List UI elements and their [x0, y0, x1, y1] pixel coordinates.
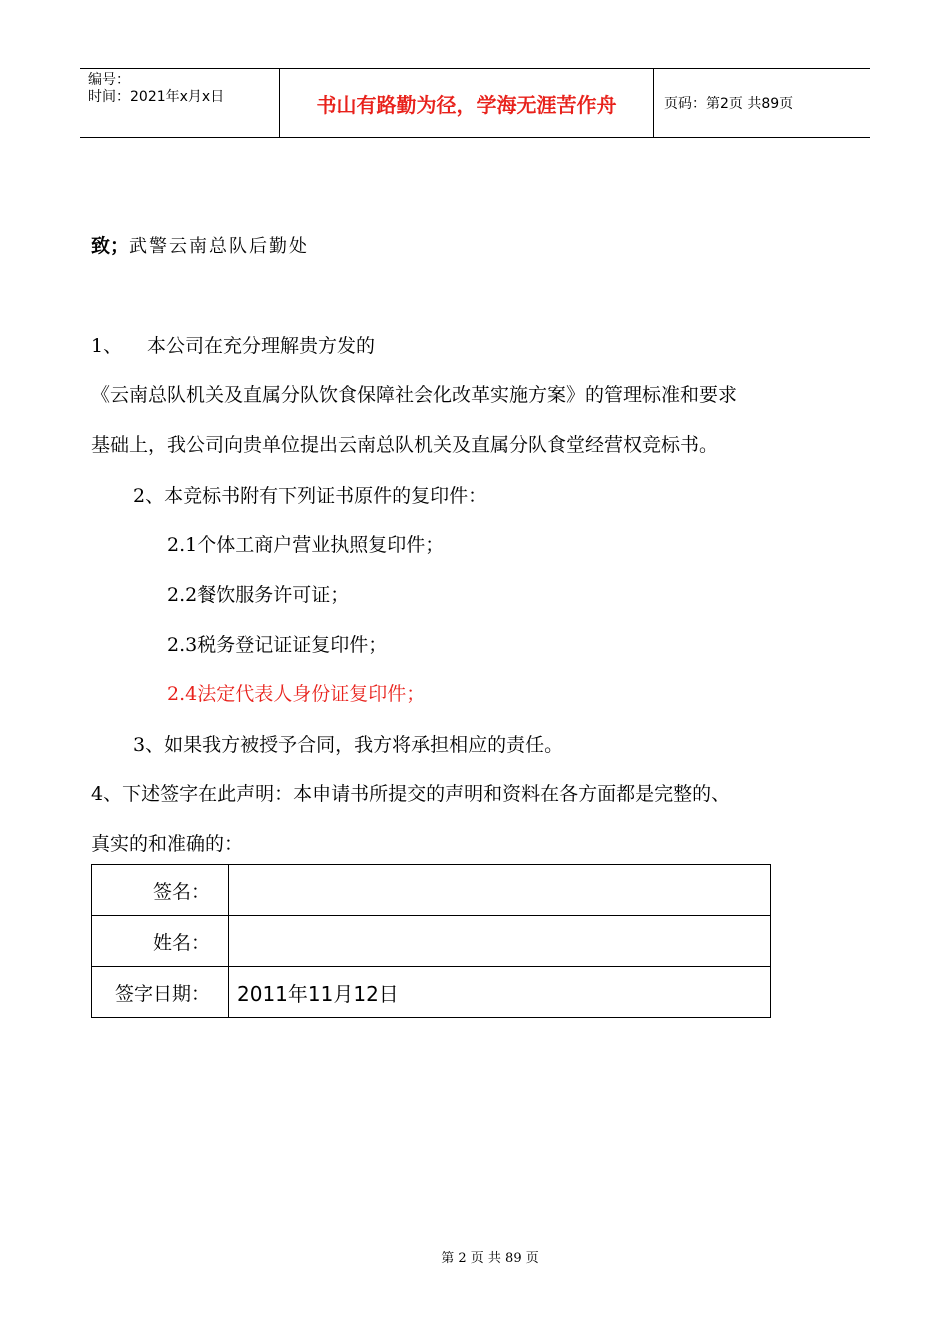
sign-date-row [92, 967, 771, 1018]
name-row [92, 916, 771, 967]
item-1-line-1 [91, 331, 375, 358]
item-1-text: 本公司在充分理解贵方发的 [147, 335, 376, 357]
document-number-label: 编号： [88, 72, 130, 88]
signature-table [91, 864, 771, 1018]
item-4-line-2: 真实的和准确的： [91, 833, 244, 855]
sign-date-value: 2011年11月12日 [229, 967, 771, 1018]
name-label: 姓名： [92, 916, 229, 967]
item-2: 2、本竞标书附有下列证书原件的复印件： [133, 485, 488, 507]
page-footer: 第 2 页 共 89 页 [441, 1251, 539, 1266]
addressee-department: 武警云南总队后勤处 [129, 236, 310, 257]
signature-row [92, 865, 771, 916]
item-2-2: 2.2餐饮服务许可证； [167, 584, 350, 606]
item-2-3: 2.3税务登记证证复印件； [167, 634, 388, 656]
item-4-line-1: 4、下述签字在此声明：本申请书所提交的声明和资料在各方面都是完整的、 [91, 783, 731, 805]
item-2-1: 2.1个体工商户营业执照复印件； [167, 534, 445, 556]
document-header [80, 68, 870, 138]
item-1-line-3: 基础上，我公司向贵单位提出云南总队机关及直属分队食堂经营权竞标书。 [91, 434, 719, 456]
signature-label: 签名： [92, 865, 229, 916]
sign-date-label: 签字日期： [92, 967, 229, 1018]
item-1-number: 1、 [91, 335, 123, 357]
header-motto: 书山有路勤为径，学海无涯苦作舟 [280, 69, 654, 137]
addressee-label: 致； [91, 235, 130, 257]
document-time-label: 时间：2021年x月x日 [88, 89, 225, 105]
item-3: 3、如果我方被授予合同，我方将承担相应的责任。 [133, 734, 564, 756]
header-meta [80, 69, 280, 137]
header-page-info: 页码：第2页 共89页 [664, 96, 794, 112]
name-field [229, 916, 771, 967]
signature-field [229, 865, 771, 916]
item-1-line-2: 《云南总队机关及直属分队饮食保障社会化改革实施方案》的管理标准和要求 [91, 384, 738, 406]
addressee-line [91, 231, 309, 258]
item-2-4: 2.4法定代表人身份证复印件； [167, 683, 426, 705]
